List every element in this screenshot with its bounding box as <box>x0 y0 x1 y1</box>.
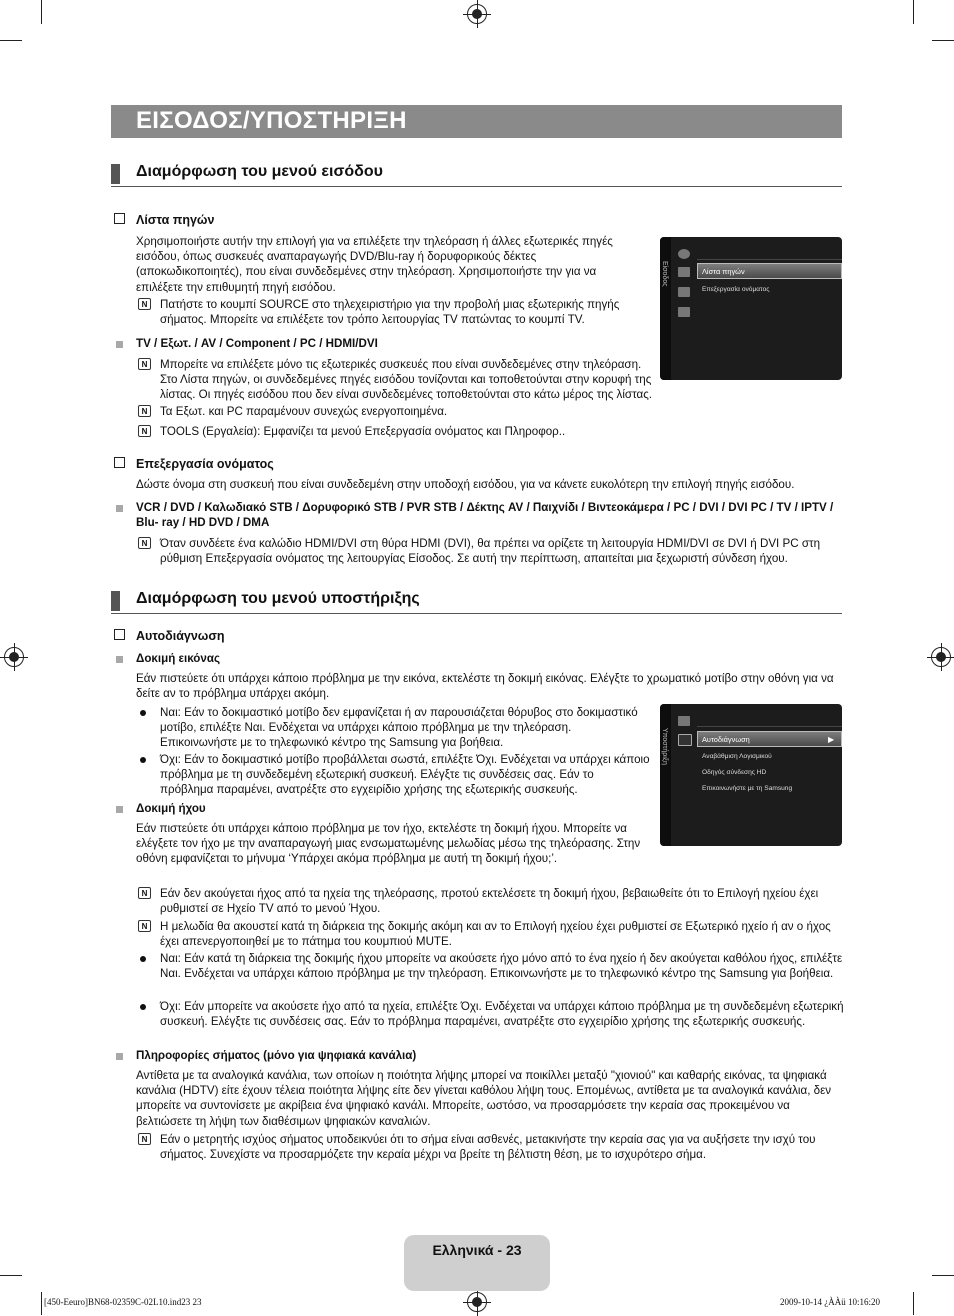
note-text: Όταν συνδέετε ένα καλώδιο HDMI/DVI στη θύρα HDMI (DVI), θα πρέπει να ορίζετε τη λειτουργία HDMI/DVI σε DVI ή DVI PC στη ρύθμιση Επεξεργασία ονόματος της λειτουργίας Είσοδος. Σε αυτή την περίπτωση, απαιτείται μια ξεχωριστή σύνδεση ήχου. <box>160 537 821 566</box>
note-icon: N <box>138 358 151 370</box>
osd-divider <box>697 726 842 727</box>
paragraph: Εάν πιστεύετε ότι υπάρχει κάποιο πρόβλημα με την εικόνα, εκτελέστε τη δοκιμή εικόνας. Ελέγξτε το χρωματικό μοτίβο στην οθόνη για να δείτε αν το πρόβλημα υπάρχει ακόμη. <box>136 672 834 701</box>
crop-mark <box>0 40 22 41</box>
list-label: VCR / DVD / Καλωδιακό STB / Δορυφορικό STB / PVR STB / Δέκτης AV / Παιχνίδι / Βιντεοκάμερα / PC / DVI / DVI PC / TV / IPTV / Blu- ray / HD DVD / DMA <box>136 501 834 530</box>
list-label: Πληροφορίες σήματος (μόνο για ψηφιακά κανάλια) <box>136 1049 417 1062</box>
note-icon: N <box>138 920 151 932</box>
bullet-icon <box>140 1004 146 1010</box>
input-plug-icon <box>678 267 690 277</box>
paragraph: Δώστε όνομα στη συσκευή που είναι συνδεδεμένη στην υποδοχή εισόδου, για να κάνετε ευκολότερη την επιλογή πηγής εισόδου. <box>136 478 795 491</box>
crop-mark <box>913 0 914 24</box>
subheading-label: Επεξεργασία ονόματος <box>136 457 274 471</box>
subheading-label: Αυτοδιάγνωση <box>136 629 225 643</box>
section-bar <box>111 591 120 611</box>
note-icon: N <box>138 425 151 437</box>
print-slug-right: 2009-10-14 ¿ÀÀü 10:16:20 <box>780 1297 880 1307</box>
osd-item-software-upgrade[interactable]: Αναβάθμιση Λογισμικού <box>702 753 772 760</box>
section-bar <box>111 164 120 184</box>
section-heading-input-menu <box>111 162 842 187</box>
support-help-icon <box>678 307 690 317</box>
note-icon: N <box>138 1133 151 1145</box>
note-text: Τα Εξωτ. και PC παραμένουν συνεχώς ενεργοποιημένα. <box>160 405 448 418</box>
bullet-text: Ναι: Εάν κατά τη διάρκεια της δοκιμής ήχου μπορείτε να ακούσετε ήχο μόνο από το ένα ηχείο ή δεν ακούγεται καθόλου ήχος, επιλέξτε Ναι. Ενδέχεται να υπάρχει κάποιο πρόβλημα με την τηλεόραση. Επικοινωνήστε με το τηλεφωνικό κέντρο της Samsung για βοήθεια. <box>160 952 843 981</box>
list-label: TV / Εξωτ. / AV / Component / PC / HDMI/DVI <box>136 337 378 350</box>
bullet-text: Όχι: Εάν μπορείτε να ακούσετε ήχο από τα ηχεία, επιλέξτε Όχι. Ενδέχεται να υπάρχει κάποιο πρόβλημα με τη συνδεδεμένη εξωτερική συσκευή. Ελέγξτε τις συνδέσεις σας. Εάν το πρόβλημα παραμένει, ανατρέξτε στο εγχειρίδιο χρήσης της εξωτερικής συσκευής. <box>160 1000 844 1029</box>
note-icon: N <box>138 405 151 417</box>
registration-mark-icon <box>467 1292 487 1312</box>
note-text: Εάν ο μετρητής ισχύος σήματος υποδεικνύει ότι το σήμα είναι ασθενές, μετακινήστε την κεραία σας για να αυξήσετε την ισχύ του σήματος. Συνεχίστε να προσαρμόζετε την κεραία μέχρι να βρείτε τη βέλτιστη θέση, με το ισχυρότερο σήμα. <box>160 1133 816 1162</box>
crop-mark <box>913 1292 914 1315</box>
crop-mark <box>0 1275 22 1276</box>
note-text: TOOLS (Εργαλεία): Εμφανίζει τα μενού Επεξεργασία ονόματος και Πληροφορ.. <box>160 425 566 438</box>
osd-item-contact-samsung[interactable]: Επικοινωνήστε με τη Samsung <box>702 785 793 792</box>
osd-sidebar <box>660 237 671 380</box>
settings-gear-icon <box>678 249 690 259</box>
bullet-icon <box>140 956 146 962</box>
print-slug-left: [450-Eeuro]BN68-02359C-02L10.ind23 23 <box>44 1297 202 1307</box>
paragraph: Εάν πιστεύετε ότι υπάρχει κάποιο πρόβλημα με τον ήχο, εκτελέστε τη δοκιμή ήχου. Μπορείτε να ελέγξετε τον ήχο με την αναπαραγωγή μιας ενσωματωμένης μελωδίας μέσω της τηλεόρασης. Στην οθόνη εμφανίζεται το μήνυμα ‘Υπάρχει ακόμα πρόβλημα με αυτή τη δοκιμή ήχου;’. <box>136 822 641 866</box>
crop-mark <box>932 40 954 41</box>
paragraph: Αντίθετα με τα αναλογικά κανάλια, των οποίων η ποιότητα λήψης μπορεί να ποικίλλει μεταξύ "χιονιού" και καθαρής εικόνας, τα ψηφιακά κανάλια (HDTV) είτε έχουν τέλεια ποιότητα λήψης είτε δεν γίνεται καθόλου λήψη τους. Επομένως, αντίθετα με τα αναλογικά κανάλια, δεν μπορείτε να συντονίσετε με ακρίβεια ένα ψηφιακό κανάλι. Μπορείτε, ωστόσο, να προσαρμόσετε την κεραία σας προκειμένου να βελτιώσετε τη λήψη των διαθέσιμων ψηφιακών καναλιών. <box>136 1069 832 1128</box>
note-icon: N <box>138 298 151 310</box>
osd-item-hd-connection-guide[interactable]: Οδηγός σύνδεσης HD <box>702 769 767 776</box>
square-bullet-icon <box>116 341 123 348</box>
bullet-text: Ναι: Εάν το δοκιμαστικό μοτίβο δεν εμφανίζεται ή αν παρουσιάζεται θόρυβος στο δοκιμαστικό μοτίβο, επιλέξτε Ναι. Ενδέχεται να υπάρχει κάποιο πρόβλημα με την τηλεόραση. Επικοινωνήστε με το τηλεφωνικό κέντρο της Samsung για βοήθεια. <box>160 706 638 750</box>
square-bullet-icon <box>116 806 123 813</box>
checkbox-bullet-icon <box>114 629 125 640</box>
paragraph: Χρησιμοποιήστε αυτήν την επιλογή για να επιλέξετε την τηλεόραση ή άλλες εξωτερικές πηγές εισόδου, όπως συσκευές αναπαραγωγής DVD/Blu-ray ή δορυφορικούς δέκτες (αποκωδικοποιητές), που είναι συνδεδεμένες στην τηλεόραση. Χρησιμοποιήστε την για να επιλέξετε την επιθυμητή πηγή εισόδου. <box>136 235 613 294</box>
square-bullet-icon <box>116 1053 123 1060</box>
crop-mark <box>41 1292 42 1315</box>
application-icon <box>678 716 690 726</box>
page-title: ΕΙΣΟΔΟΣ/ΥΠΟΣΤΗΡΙΞΗ <box>136 107 407 134</box>
osd-sidebar <box>660 704 671 846</box>
subheading-self-diagnosis <box>114 629 225 643</box>
osd-side-label: Υποστήριξη <box>661 728 668 765</box>
section-title: Διαμόρφωση του μενού υποστήριξης <box>136 590 420 607</box>
chevron-right-icon: ▶ <box>828 735 835 744</box>
checkbox-bullet-icon <box>114 213 125 224</box>
crop-mark <box>41 0 42 24</box>
note-text: Πατήστε το κουμπί SOURCE στο τηλεχειριστήριο για την προβολή μιας εξωτερικής πηγής σήματος. Μπορείτε να επιλέξετε τον τρόπο λειτουργίας TV πατώντας το κουμπί TV. <box>160 298 620 327</box>
checkbox-bullet-icon <box>114 457 125 468</box>
crop-mark <box>932 1275 954 1276</box>
osd-item-self-diagnosis[interactable]: Αυτοδιάγνωση <box>702 735 750 744</box>
note-text: Μπορείτε να επιλέξετε μόνο τις εξωτερικές συσκευές που είναι συνδεδεμένες στην τηλεόραση. Στο Λίστα πηγών, οι συνδεδεμένες πηγές εισόδου τονίζονται και τοποθετούνται στην κορυφή της λίστας. Οι πηγές εισόδου που δεν είναι συνδεδεμένες τοποθετούνται στο κάτω μέρος της λίστας. <box>160 358 652 402</box>
registration-mark-icon <box>931 647 951 667</box>
osd-item-source-list[interactable]: Λίστα πηγών <box>702 267 745 276</box>
list-label: Δοκιμή ήχου <box>136 802 206 815</box>
list-label: Δοκιμή εικόνας <box>136 652 220 665</box>
bullet-icon <box>140 757 146 763</box>
note-icon: N <box>138 887 151 899</box>
note-icon: N <box>138 537 151 549</box>
osd-side-label: Είσοδος <box>661 261 668 287</box>
square-bullet-icon <box>116 505 123 512</box>
section-title: Διαμόρφωση του μενού εισόδου <box>136 163 383 180</box>
registration-mark-icon <box>467 4 487 24</box>
application-icon <box>678 287 690 297</box>
section-heading-support-menu <box>111 589 842 614</box>
osd-input-menu <box>660 237 842 380</box>
subheading-label: Λίστα πηγών <box>136 213 215 227</box>
registration-mark-icon <box>4 647 24 667</box>
osd-divider <box>697 259 842 260</box>
square-bullet-icon <box>116 656 123 663</box>
bullet-text: Όχι: Εάν το δοκιμαστικό μοτίβο προβάλλεται σωστά, επιλέξτε Όχι. Ενδέχεται να υπάρχει κάποιο πρόβλημα με τη συνδεδεμένη εξωτερική συσκευή. Ελέγξτε τις συνδέσεις σας. Εάν το πρόβλημα παραμένει, ανατρέξτε στο εγχειρίδιο χρήσης της εξωτερικής συσκευής. <box>160 753 650 797</box>
subheading-source-list <box>114 213 214 227</box>
bullet-icon <box>140 710 146 716</box>
page-number: Ελληνικά - 23 <box>432 1242 522 1258</box>
support-help-icon <box>678 734 692 746</box>
note-text: Εάν δεν ακούγεται ήχος από τα ηχεία της τηλεόρασης, προτού εκτελέσετε τη δοκιμή ήχου, βεβαιωθείτε ότι το Επιλογή ηχείου έχει ρυθμιστεί σε Ηχείο TV από το μενού Ήχου. <box>160 887 819 916</box>
osd-item-edit-name[interactable]: Επεξεργασία ονόματος <box>702 286 770 293</box>
note-text: Η μελωδία θα ακουστεί κατά τη διάρκεια της δοκιμής ακόμη και αν το Επιλογή ηχείου έχει ρυθμιστεί σε Εξωτερικό ηχείο ή αν ο ήχος έχει απενεργοποιηθεί με το πάτημα του κουμπιού MUTE. <box>160 920 831 949</box>
subheading-edit-name <box>114 457 274 471</box>
osd-support-menu <box>660 704 842 846</box>
